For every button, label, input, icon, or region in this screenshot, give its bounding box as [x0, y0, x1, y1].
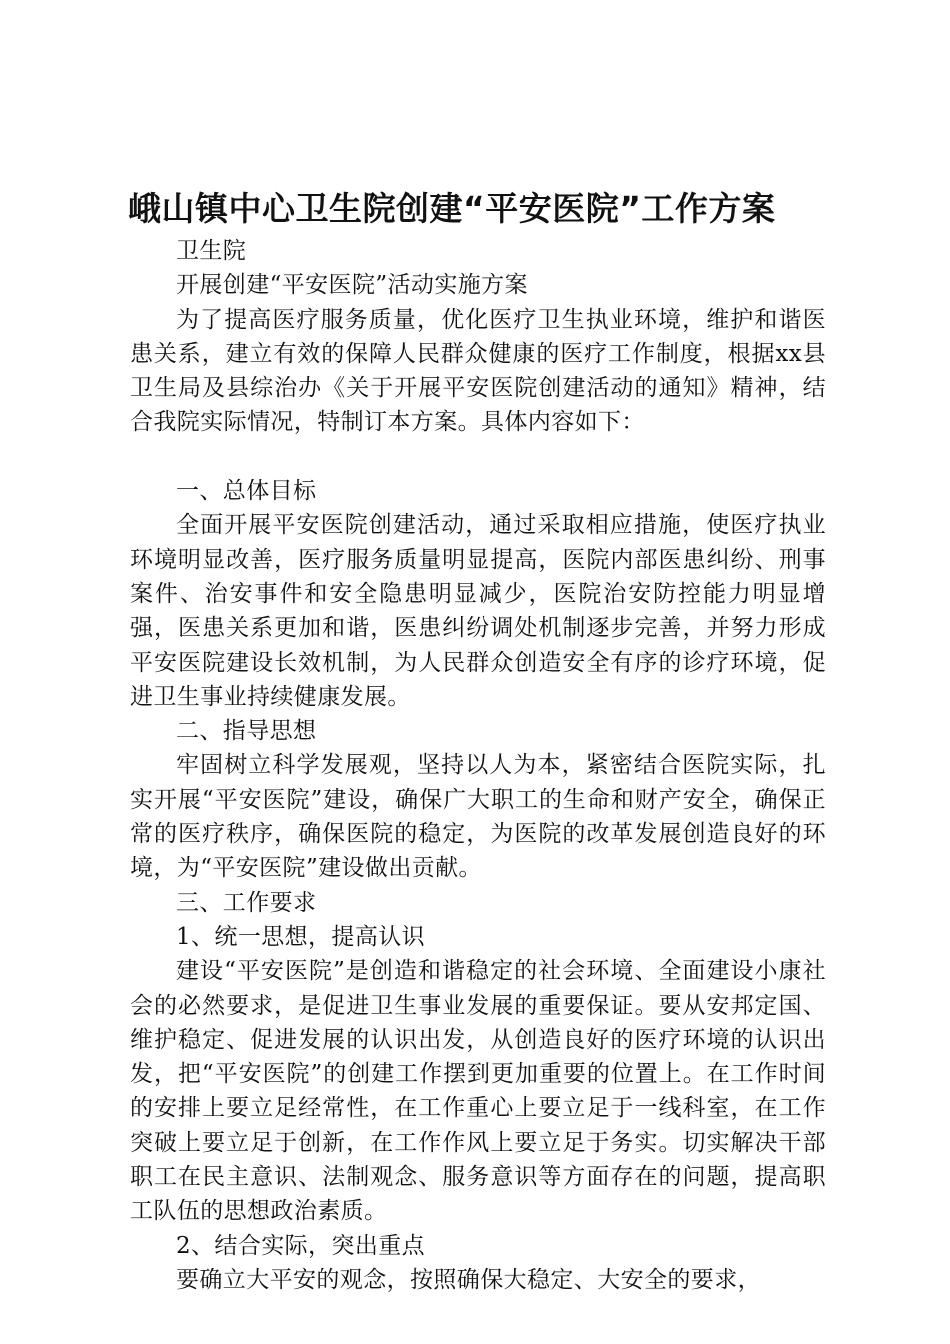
section-heading-guidance: 二、指导思想	[176, 718, 317, 745]
intro-paragraph: 为了提高医疗服务质量，优化医疗卫生执业环境，维护和谐医患关系，建立有效的保障人民群众健康的医疗工作制度，根据xx县卫生局及县综治办《关于开展平安医院创建活动的通知》精神，结合我院实际情况，特制订本方案。具体内容如下：	[130, 306, 826, 436]
subtitle-line: 开展创建“平安医院”活动实施方案	[176, 272, 528, 299]
goal-paragraph: 全面开展平安医院创建活动，通过采取相应措施，使医疗执业环境明显改善，医疗服务质量明显提高，医院内部医患纠纷、刑事案件、治安事件和安全隐患明显减少，医院治安防控能力明显增强，医患关系更加和谐，医患纠纷调处机制逐步完善，并努力形成平安医院建设长效机制，为人民群众创造安全有序的诊疗环境，促进卫生事业持续健康发展。	[130, 512, 826, 710]
section-heading-goal: 一、总体目标	[176, 478, 317, 505]
focus-paragraph: 要确立大平安的观念，按照确保大稳定、大安全的要求，	[176, 1266, 761, 1293]
unit-line: 卫生院	[176, 238, 247, 264]
unify-thinking-paragraph: 建设“平安医院”是创造和谐稳定的社会环境、全面建设小康社会的必然要求，是促进卫生事业发展的重要保证。要从安邦定国、维护稳定、促进发展的认识出发，从创造良好的医疗环境的认识出发，把“平安医院”的创建工作摆到更加重要的位置上。在工作时间的安排上要立足经常性，在工作重心上要立足于一线科室，在工作突破上要立足于创新，在工作作风上要立足于务实。切实解决干部职工在民主意识、法制观念、服务意识等方面存在的问题，提高职工队伍的思想政治素质。	[130, 958, 826, 1225]
subheading-focus: 2、结合实际，突出重点	[176, 1232, 426, 1259]
guidance-paragraph: 牢固树立科学发展观，坚持以人为本，紧密结合医院实际，扎实开展“平安医院”建设，确保广大职工的生命和财产安全，确保正常的医疗秩序，确保医院的稳定，为医院的改革发展创造良好的环境，为“平安医院”建设做出贡献。	[130, 752, 826, 882]
blank-line	[130, 440, 826, 474]
subheading-unify-thinking: 1、统一思想，提高认识	[176, 923, 426, 950]
document-body	[130, 234, 826, 1297]
section-heading-requirements: 三、工作要求	[176, 889, 317, 916]
document-title: 峨山镇中心卫生院创建“平安医院”工作方案	[128, 189, 776, 228]
